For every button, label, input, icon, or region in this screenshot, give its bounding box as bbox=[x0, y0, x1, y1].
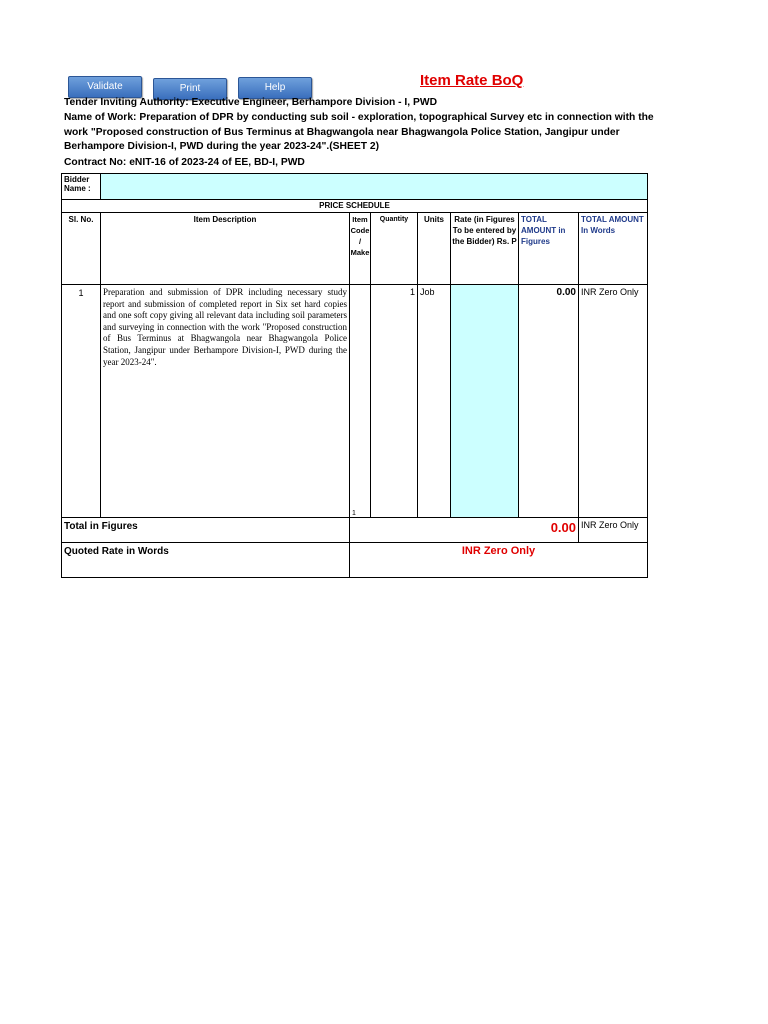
col-total-words: TOTAL AMOUNT In Words bbox=[579, 213, 648, 285]
print-button[interactable]: Print bbox=[153, 78, 227, 100]
quoted-rate-label: Quoted Rate in Words bbox=[62, 543, 350, 578]
column-header-row bbox=[62, 213, 648, 285]
row-total-figures: 0.00 bbox=[519, 285, 579, 518]
col-item-description: Item Description bbox=[101, 213, 350, 285]
col-sl-no: Sl. No. bbox=[62, 213, 101, 285]
bidder-name-label: Bidder Name : bbox=[62, 174, 101, 200]
row-total-words: INR Zero Only bbox=[579, 285, 648, 518]
boq-table bbox=[61, 173, 648, 578]
total-in-figures-value: 0.00 bbox=[350, 518, 579, 543]
rate-input[interactable] bbox=[451, 285, 519, 518]
table-row bbox=[62, 285, 648, 518]
quoted-rate-row bbox=[62, 543, 648, 578]
col-units: Units bbox=[418, 213, 451, 285]
col-item-code: Item Code / Make bbox=[350, 213, 371, 285]
price-schedule-title: PRICE SCHEDULE bbox=[62, 200, 648, 213]
document-title: Item Rate BoQ bbox=[420, 72, 524, 89]
item-code-mark: 1 bbox=[352, 510, 356, 517]
tender-authority: Tender Inviting Authority: Executive Engineer, Berhampore Division - I, PWD bbox=[64, 97, 438, 108]
price-schedule-row bbox=[62, 200, 648, 213]
total-in-words: INR Zero Only bbox=[579, 518, 648, 543]
col-total-figures: TOTAL AMOUNT in Figures bbox=[519, 213, 579, 285]
total-in-figures-label: Total in Figures bbox=[62, 518, 350, 543]
row-quantity: 1 bbox=[371, 285, 418, 518]
row-sl-no: 1 bbox=[62, 285, 101, 518]
row-item-code[interactable] bbox=[350, 285, 371, 518]
col-rate: Rate (in Figures To be entered by the Bidder) Rs. P bbox=[451, 213, 519, 285]
col-quantity: Quantity bbox=[371, 213, 418, 285]
total-row bbox=[62, 518, 648, 543]
name-of-work: Name of Work: Preparation of DPR by conducting sub soil - exploration, topographical Survey etc in connection with the work "Proposed construction of Bus Terminus at Bhagwangola near Bhagwangola Police Station, Jangipur under Berhampore Division-I, PWD during the year 2023-24".(SHEET 2) bbox=[64, 112, 654, 152]
help-button[interactable]: Help bbox=[238, 77, 312, 99]
contract-number: Contract No: eNIT-16 of 2023-24 of EE, BD-I, PWD bbox=[64, 157, 305, 168]
bidder-row bbox=[62, 174, 648, 200]
bidder-name-input[interactable] bbox=[101, 174, 648, 200]
quoted-rate-value: INR Zero Only bbox=[350, 543, 648, 578]
row-description: Preparation and submission of DPR including necessary study report and submission of completed report in Six set hard copies and one soft copy giving all relevant data including soil parameters and surveying in connection with the work "Proposed construction of Bus Terminus at Bhagwangola near Bhagwangola Police Station, Jangipur under Berhampore Division-I, PWD during the year 2023-24". bbox=[101, 285, 350, 518]
row-units: Job bbox=[418, 285, 451, 518]
validate-button[interactable]: Validate bbox=[68, 76, 142, 98]
